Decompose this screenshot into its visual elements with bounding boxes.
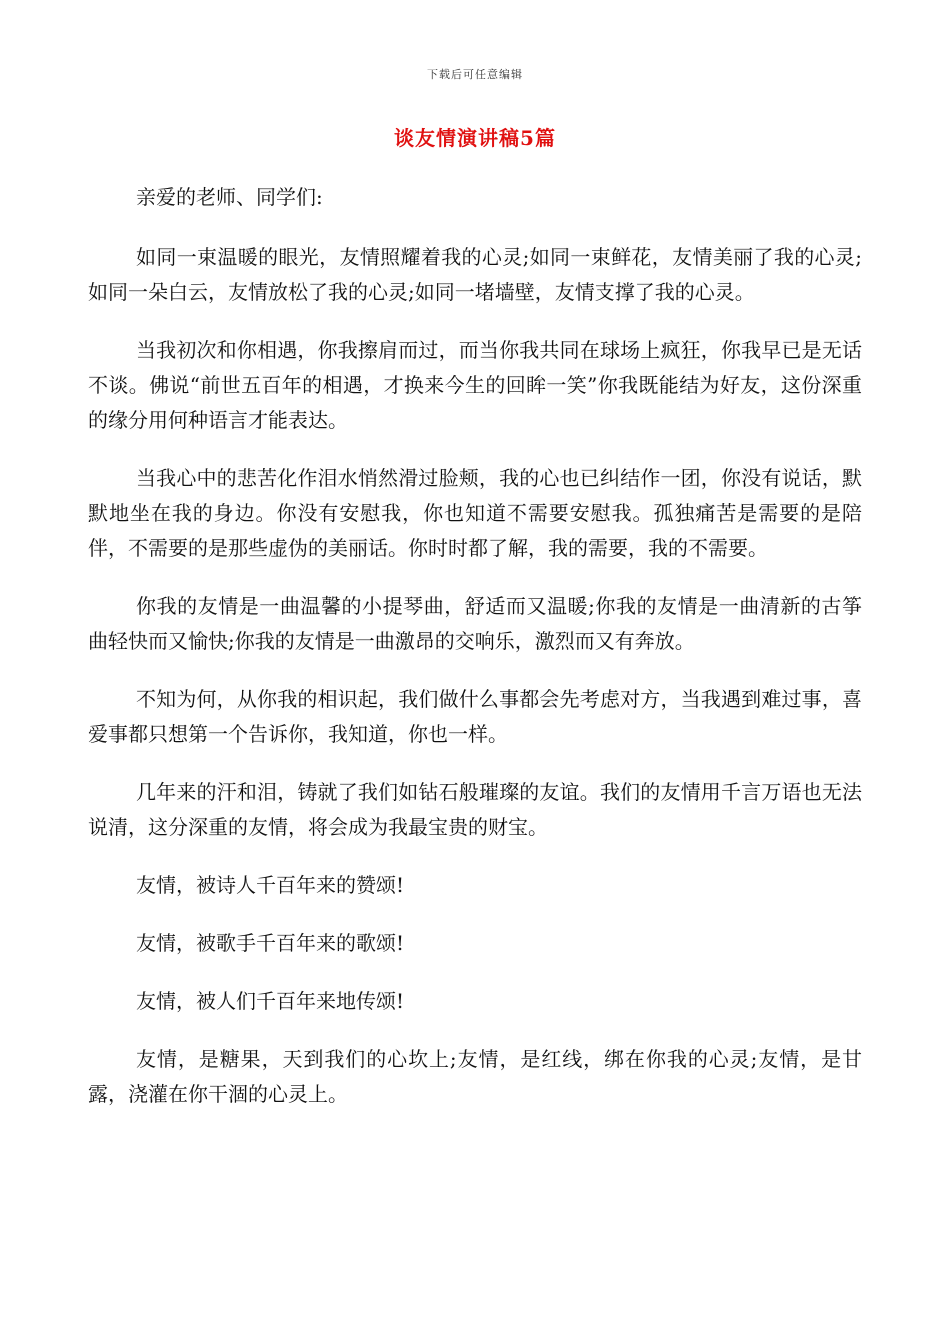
paragraph: 当我初次和你相遇，你我擦肩而过，而当你我共同在球场上疯狂，你我早已是无话不谈。佛说“前世五百年的相遇，才换来今生的回眸一笑”你我既能结为好友，这份深重的缘分用何种语言才能表达。 [88,338,862,432]
paragraph: 如同一束温暖的眼光，友情照耀着我的心灵;如同一束鲜花，友情美丽了我的心灵;如同一朵白云，友情放松了我的心灵;如同一堵墙壁，友情支撑了我的心灵。 [88,245,862,304]
paragraph: 当我心中的悲苦化作泪水悄然滑过脸颊，我的心也已纠结作一团，你没有说话，默默地坐在我的身边。你没有安慰我，你也知道不需要安慰我。孤独痛苦是需要的是陪伴，不需要的是那些虚伪的美丽话。你时时都了解，我的需要，我的不需要。 [88,466,862,560]
paragraph: 友情，被人们千百年来地传颂! [136,989,405,1013]
header-note: 下载后可任意编辑 [427,68,523,81]
salutation: 亲爱的老师、同学们: [136,185,323,209]
paragraph: 你我的友情是一曲温馨的小提琴曲，舒适而又温暖;你我的友情是一曲清新的古筝曲轻快而又愉快;你我的友情是一曲激昂的交响乐，激烈而又有奔放。 [88,594,862,653]
paragraph: 不知为何，从你我的相识起，我们做什么事都会先考虑对方，当我遇到难过事，喜爱事都只想第一个告诉你，我知道，你也一样。 [88,687,862,746]
paragraph: 友情，被诗人千百年来的赞颂! [136,873,405,897]
page-title: 谈友情演讲稿5篇 [394,126,556,150]
paragraph: 友情，被歌手千百年来的歌颂! [136,931,405,955]
paragraph: 几年来的汗和泪，铸就了我们如钻石般璀璨的友谊。我们的友情用千言万语也无法说清，这分深重的友情，将会成为我最宝贵的财宝。 [88,780,862,839]
paragraph: 友情，是糖果，天到我们的心坎上;友情，是红线，绑在你我的心灵;友情，是甘露，浇灌在你干涸的心灵上。 [88,1047,862,1106]
document-body [88,180,862,1135]
